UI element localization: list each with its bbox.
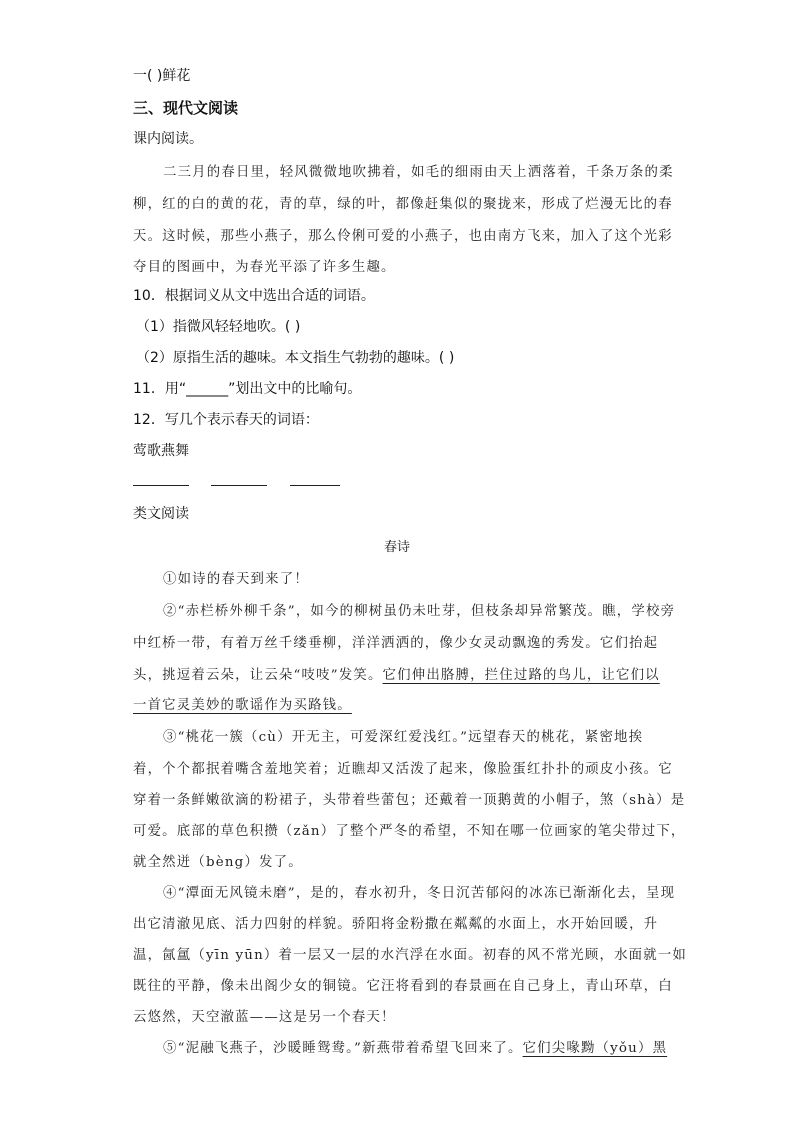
underlined-sentence: 它们尖喙黝（yǒu）黑	[522, 1041, 668, 1056]
answer-blank[interactable]	[211, 485, 267, 486]
question-12: 12．写几个表示春天的词语：	[133, 412, 319, 428]
passage-line: 二三月的春日里，轻风微微地吹拂着，如毛的细雨由天上洒落着，千条万条的柔	[163, 165, 674, 180]
answer-blank[interactable]	[133, 485, 189, 486]
paragraph-1: ①如诗的春天到来了！	[163, 572, 309, 587]
paragraph-4-line: 云悠然，天空澈蓝——这是另一个春天！	[133, 1010, 396, 1025]
fill-in-line: 一( )鲜花	[133, 68, 191, 84]
paragraph-4-line: 既往的平静，像未出阁少女的铜镜。它汪将看到的春景画在自己身上，青山环草，白	[133, 979, 673, 994]
paragraph-5-line	[163, 1037, 667, 1056]
paragraph-4-line: 温，氤氲（yīn yūn）着一层又一层的水汽浮在水面。初春的风不常光顾，水面就一如	[133, 948, 688, 963]
answer-blank[interactable]	[290, 485, 340, 486]
passage-line: 夺目的图画中，为春光平添了许多生趣。	[133, 260, 396, 275]
paragraph-2-line: 中红桥一带，有着万丝千缕垂柳，洋洋洒洒的，像少女灵动飘逸的秀发。它们抬起	[133, 636, 659, 651]
question-10-2: （2）原指生活的趣味。本文指生气勃勃的趣味。( )	[136, 350, 455, 366]
paragraph-5-text: ⑤“泥融飞燕子，沙暖睡鸳鸯。”新燕带着希望飞回来了。	[163, 1041, 523, 1056]
poem-title: 春诗	[383, 540, 410, 555]
in-class-reading-label: 课内阅读。	[133, 131, 203, 147]
underlined-sentence: 一首它灵美妙的歌谣作为买路钱。	[133, 698, 352, 713]
paragraph-3-line: 穿着一条鲜嫩欲滴的粉裙子，头带着些蕾包；还戴着一顶鹅黄的小帽子，煞（shà）是	[133, 793, 686, 808]
question-10-1: （1）指微风轻轻地吹。( )	[136, 319, 301, 335]
paragraph-3-line: 可爱。底部的草色积攒（zǎn）了整个严冬的希望，不知在哪一位画家的笔尖带过下，	[133, 824, 686, 839]
paragraph-2-line: ②“赤栏桥外柳千条”，如今的柳树虽仍未吐芽，但枝条却异常繁茂。瞧，学校旁	[163, 604, 676, 619]
underlined-sentence: 它们伸出胳膊，拦住过路的鸟儿，让它们以	[382, 668, 660, 683]
similar-reading-label: 类文阅读	[133, 506, 189, 522]
section-title-modern-reading: 三、现代文阅读	[133, 99, 239, 117]
paragraph-2-line	[133, 664, 660, 683]
passage-line: 柳，红的白的黄的花，青的草，绿的叶，都像赶集似的聚拢来，形成了烂漫无比的春	[133, 197, 673, 212]
question-12-example: 莺歌燕舞	[133, 443, 189, 459]
paragraph-3-line: ③“桃花一簇（cù）开无主，可爱深红爱浅红。”远望春天的桃花，紧密地挨	[163, 730, 644, 745]
answer-blanks	[133, 472, 340, 492]
paragraph-2-text: 头，挑逗着云朵，让云朵“吱吱”发笑。	[133, 668, 383, 683]
paragraph-3-line: 就全然迸（bèng）发了。	[133, 855, 303, 870]
question-11: 11．用“______”划出文中的比喻句。	[133, 381, 362, 397]
paragraph-4-line: ④“潭面无风镜未磨”，是的，春水初升，冬日沉苦郁闷的冰冻已渐渐化去，呈现	[163, 886, 676, 901]
paragraph-3-line: 着，个个都抿着嘴含羞地笑着；近瞧却又活泼了起来，像脸蛋红扑扑的顽皮小孩。它	[133, 762, 673, 777]
passage-line: 天。这时候，那些小燕子，那么伶俐可爱的小燕子，也由南方飞来，加入了这个光彩	[133, 229, 673, 244]
paragraph-4-line: 出它清澈见底、活力四射的样貌。骄阳将金粉撒在粼粼的水面上，水开始回暖，升	[133, 917, 659, 932]
question-10: 10．根据词义从文中选出合适的词语。	[133, 288, 375, 304]
